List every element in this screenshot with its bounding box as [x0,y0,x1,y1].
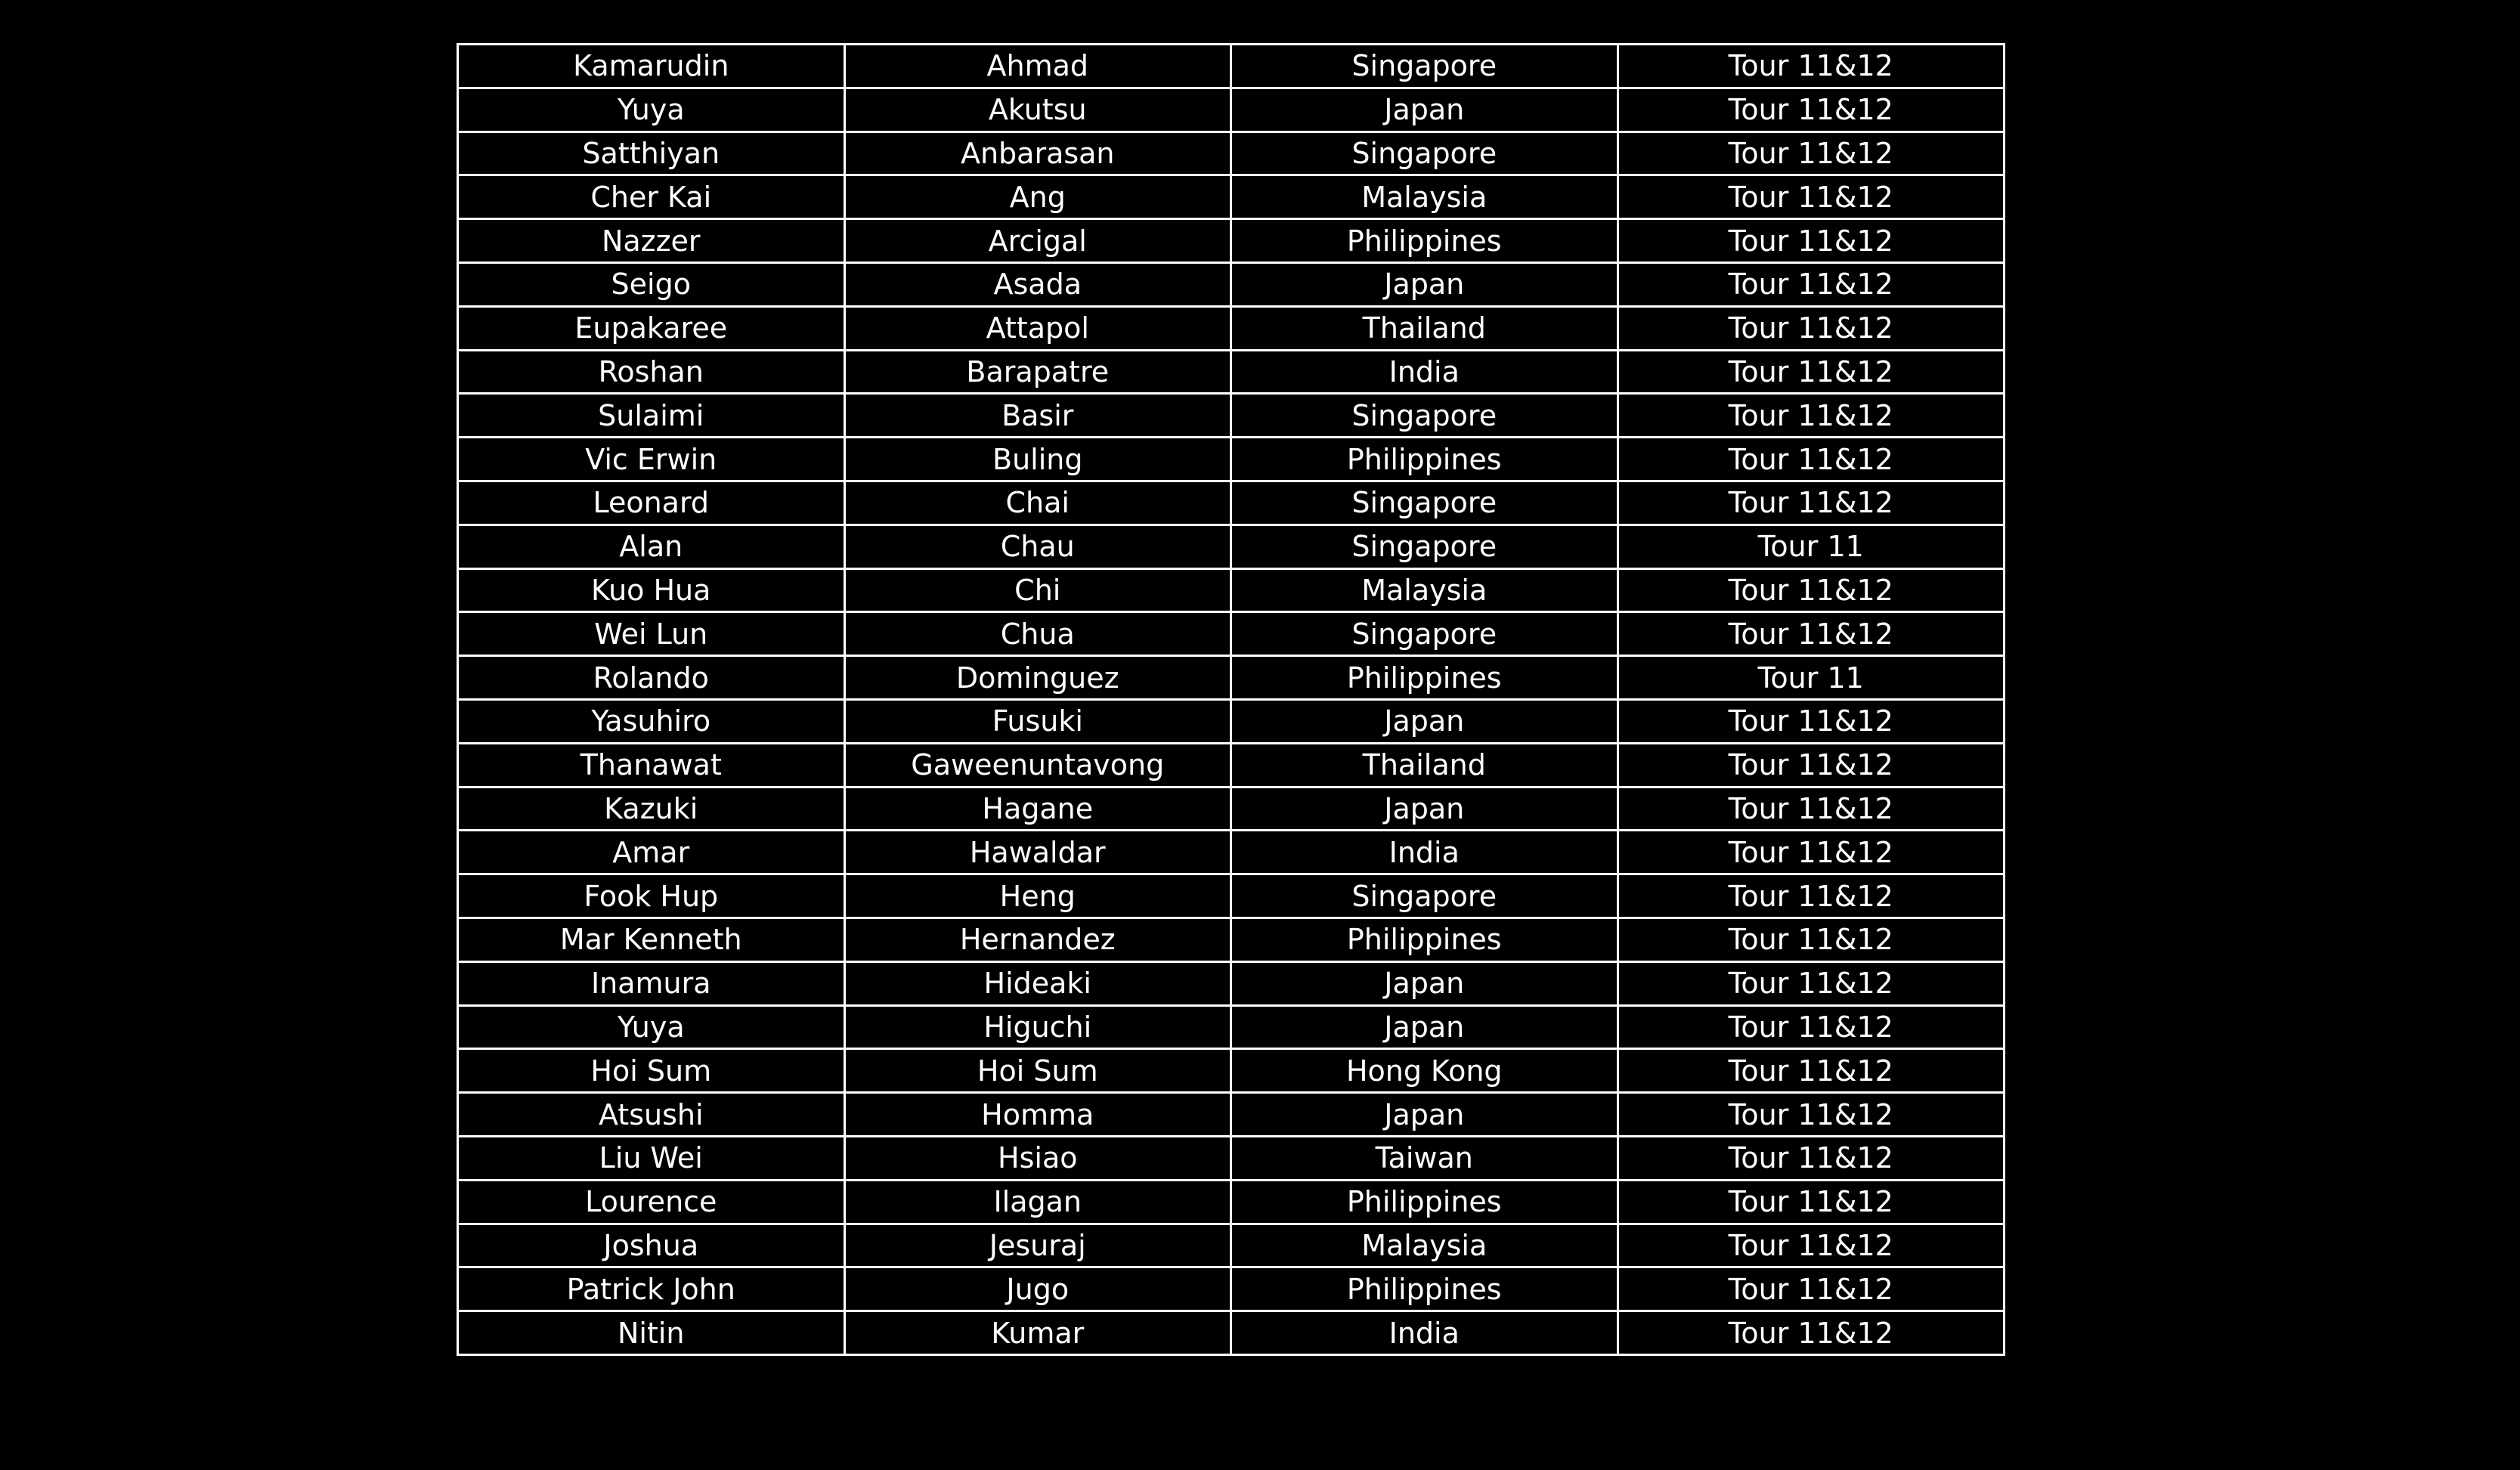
table-row [458,699,2005,743]
tour-cell: Tour 11&12 [1618,175,2005,219]
table-row [458,743,2005,787]
country-cell: India [1231,350,1618,394]
last-name-cell: Hoi Sum [844,1049,1231,1093]
tour-cell: Tour 11&12 [1618,1093,2005,1137]
first-name-cell: Yasuhiro [458,699,845,743]
last-name-cell: Kumar [844,1311,1231,1355]
first-name-cell: Alan [458,525,845,568]
tour-cell: Tour 11 [1618,656,2005,700]
last-name-cell: Asada [844,262,1231,306]
table-row [458,612,2005,656]
country-cell: Philippines [1231,1180,1618,1224]
tour-cell: Tour 11&12 [1618,1267,2005,1311]
first-name-cell: Mar Kenneth [458,918,845,961]
first-name-cell: Kuo Hua [458,568,845,612]
last-name-cell: Homma [844,1093,1231,1137]
tour-cell: Tour 11&12 [1618,88,2005,132]
first-name-cell: Amar [458,831,845,874]
country-cell: Thailand [1231,306,1618,350]
tour-cell: Tour 11&12 [1618,1136,2005,1180]
table-row [458,438,2005,481]
table-row [458,961,2005,1005]
tour-cell: Tour 11&12 [1618,918,2005,961]
country-cell: Thailand [1231,743,1618,787]
table-row [458,1267,2005,1311]
table-row [458,306,2005,350]
table-row [458,656,2005,700]
country-cell: Singapore [1231,481,1618,525]
tour-cell: Tour 11&12 [1618,394,2005,438]
tour-cell: Tour 11&12 [1618,132,2005,175]
first-name-cell: Satthiyan [458,132,845,175]
first-name-cell: Fook Hup [458,874,845,918]
tour-cell: Tour 11&12 [1618,743,2005,787]
table-row [458,132,2005,175]
tour-cell: Tour 11&12 [1618,568,2005,612]
tour-cell: Tour 11&12 [1618,45,2005,88]
last-name-cell: Chai [844,481,1231,525]
table-row [458,1180,2005,1224]
table-row [458,568,2005,612]
country-cell: Singapore [1231,132,1618,175]
country-cell: India [1231,831,1618,874]
last-name-cell: Hagane [844,787,1231,831]
tour-cell: Tour 11&12 [1618,1224,2005,1267]
tour-cell: Tour 11&12 [1618,350,2005,394]
tour-cell: Tour 11&12 [1618,481,2005,525]
country-cell: Philippines [1231,1267,1618,1311]
last-name-cell: Akutsu [844,88,1231,132]
table-row [458,45,2005,88]
first-name-cell: Seigo [458,262,845,306]
country-cell: India [1231,1311,1618,1355]
country-cell: Singapore [1231,874,1618,918]
last-name-cell: Gaweenuntavong [844,743,1231,787]
last-name-cell: Barapatre [844,350,1231,394]
first-name-cell: Kamarudin [458,45,845,88]
tour-cell: Tour 11&12 [1618,961,2005,1005]
country-cell: Singapore [1231,394,1618,438]
country-cell: Japan [1231,88,1618,132]
first-name-cell: Wei Lun [458,612,845,656]
country-cell: Japan [1231,262,1618,306]
first-name-cell: Hoi Sum [458,1049,845,1093]
table-row [458,175,2005,219]
table-row [458,1005,2005,1049]
table-row [458,918,2005,961]
table-row [458,1136,2005,1180]
last-name-cell: Higuchi [844,1005,1231,1049]
first-name-cell: Patrick John [458,1267,845,1311]
country-cell: Philippines [1231,918,1618,961]
last-name-cell: Hernandez [844,918,1231,961]
table-row [458,394,2005,438]
country-cell: Japan [1231,961,1618,1005]
tour-cell: Tour 11&12 [1618,699,2005,743]
country-cell: Japan [1231,1005,1618,1049]
first-name-cell: Joshua [458,1224,845,1267]
table-row [458,525,2005,568]
last-name-cell: Ilagan [844,1180,1231,1224]
table-row [458,481,2005,525]
last-name-cell: Buling [844,438,1231,481]
last-name-cell: Chau [844,525,1231,568]
country-cell: Malaysia [1231,175,1618,219]
last-name-cell: Hsiao [844,1136,1231,1180]
country-cell: Japan [1231,1093,1618,1137]
table-row [458,262,2005,306]
table-row [458,1311,2005,1355]
last-name-cell: Chua [844,612,1231,656]
tour-cell: Tour 11&12 [1618,1180,2005,1224]
country-cell: Philippines [1231,438,1618,481]
last-name-cell: Dominguez [844,656,1231,700]
last-name-cell: Fusuki [844,699,1231,743]
country-cell: Philippines [1231,656,1618,700]
tour-cell: Tour 11&12 [1618,219,2005,263]
tour-cell: Tour 11&12 [1618,1005,2005,1049]
tour-cell: Tour 11&12 [1618,831,2005,874]
tour-cell: Tour 11&12 [1618,874,2005,918]
first-name-cell: Nitin [458,1311,845,1355]
first-name-cell: Liu Wei [458,1136,845,1180]
country-cell: Malaysia [1231,568,1618,612]
tour-cell: Tour 11&12 [1618,787,2005,831]
country-cell: Japan [1231,787,1618,831]
last-name-cell: Jugo [844,1267,1231,1311]
first-name-cell: Atsushi [458,1093,845,1137]
last-name-cell: Arcigal [844,219,1231,263]
first-name-cell: Yuya [458,1005,845,1049]
table-row [458,219,2005,263]
tour-cell: Tour 11&12 [1618,612,2005,656]
tour-cell: Tour 11&12 [1618,1049,2005,1093]
first-name-cell: Roshan [458,350,845,394]
last-name-cell: Hideaki [844,961,1231,1005]
table-row [458,1049,2005,1093]
first-name-cell: Rolando [458,656,845,700]
first-name-cell: Kazuki [458,787,845,831]
first-name-cell: Cher Kai [458,175,845,219]
first-name-cell: Thanawat [458,743,845,787]
country-cell: Singapore [1231,525,1618,568]
table-row [458,787,2005,831]
table-row [458,88,2005,132]
table-row [458,1093,2005,1137]
roster-table-body [458,45,2005,1355]
first-name-cell: Eupakaree [458,306,845,350]
last-name-cell: Ahmad [844,45,1231,88]
last-name-cell: Ang [844,175,1231,219]
last-name-cell: Basir [844,394,1231,438]
table-row [458,350,2005,394]
country-cell: Japan [1231,699,1618,743]
last-name-cell: Hawaldar [844,831,1231,874]
country-cell: Hong Kong [1231,1049,1618,1093]
last-name-cell: Heng [844,874,1231,918]
tour-cell: Tour 11&12 [1618,438,2005,481]
country-cell: Singapore [1231,612,1618,656]
first-name-cell: Yuya [458,88,845,132]
tour-cell: Tour 11&12 [1618,262,2005,306]
first-name-cell: Sulaimi [458,394,845,438]
first-name-cell: Inamura [458,961,845,1005]
country-cell: Philippines [1231,219,1618,263]
country-cell: Taiwan [1231,1136,1618,1180]
first-name-cell: Lourence [458,1180,845,1224]
tour-cell: Tour 11 [1618,525,2005,568]
first-name-cell: Leonard [458,481,845,525]
table-row [458,831,2005,874]
tour-cell: Tour 11&12 [1618,306,2005,350]
table-row [458,874,2005,918]
last-name-cell: Jesuraj [844,1224,1231,1267]
country-cell: Malaysia [1231,1224,1618,1267]
last-name-cell: Chi [844,568,1231,612]
tour-cell: Tour 11&12 [1618,1311,2005,1355]
country-cell: Singapore [1231,45,1618,88]
first-name-cell: Nazzer [458,219,845,263]
last-name-cell: Attapol [844,306,1231,350]
first-name-cell: Vic Erwin [458,438,845,481]
table-row [458,1224,2005,1267]
roster-table [457,43,2005,1356]
last-name-cell: Anbarasan [844,132,1231,175]
